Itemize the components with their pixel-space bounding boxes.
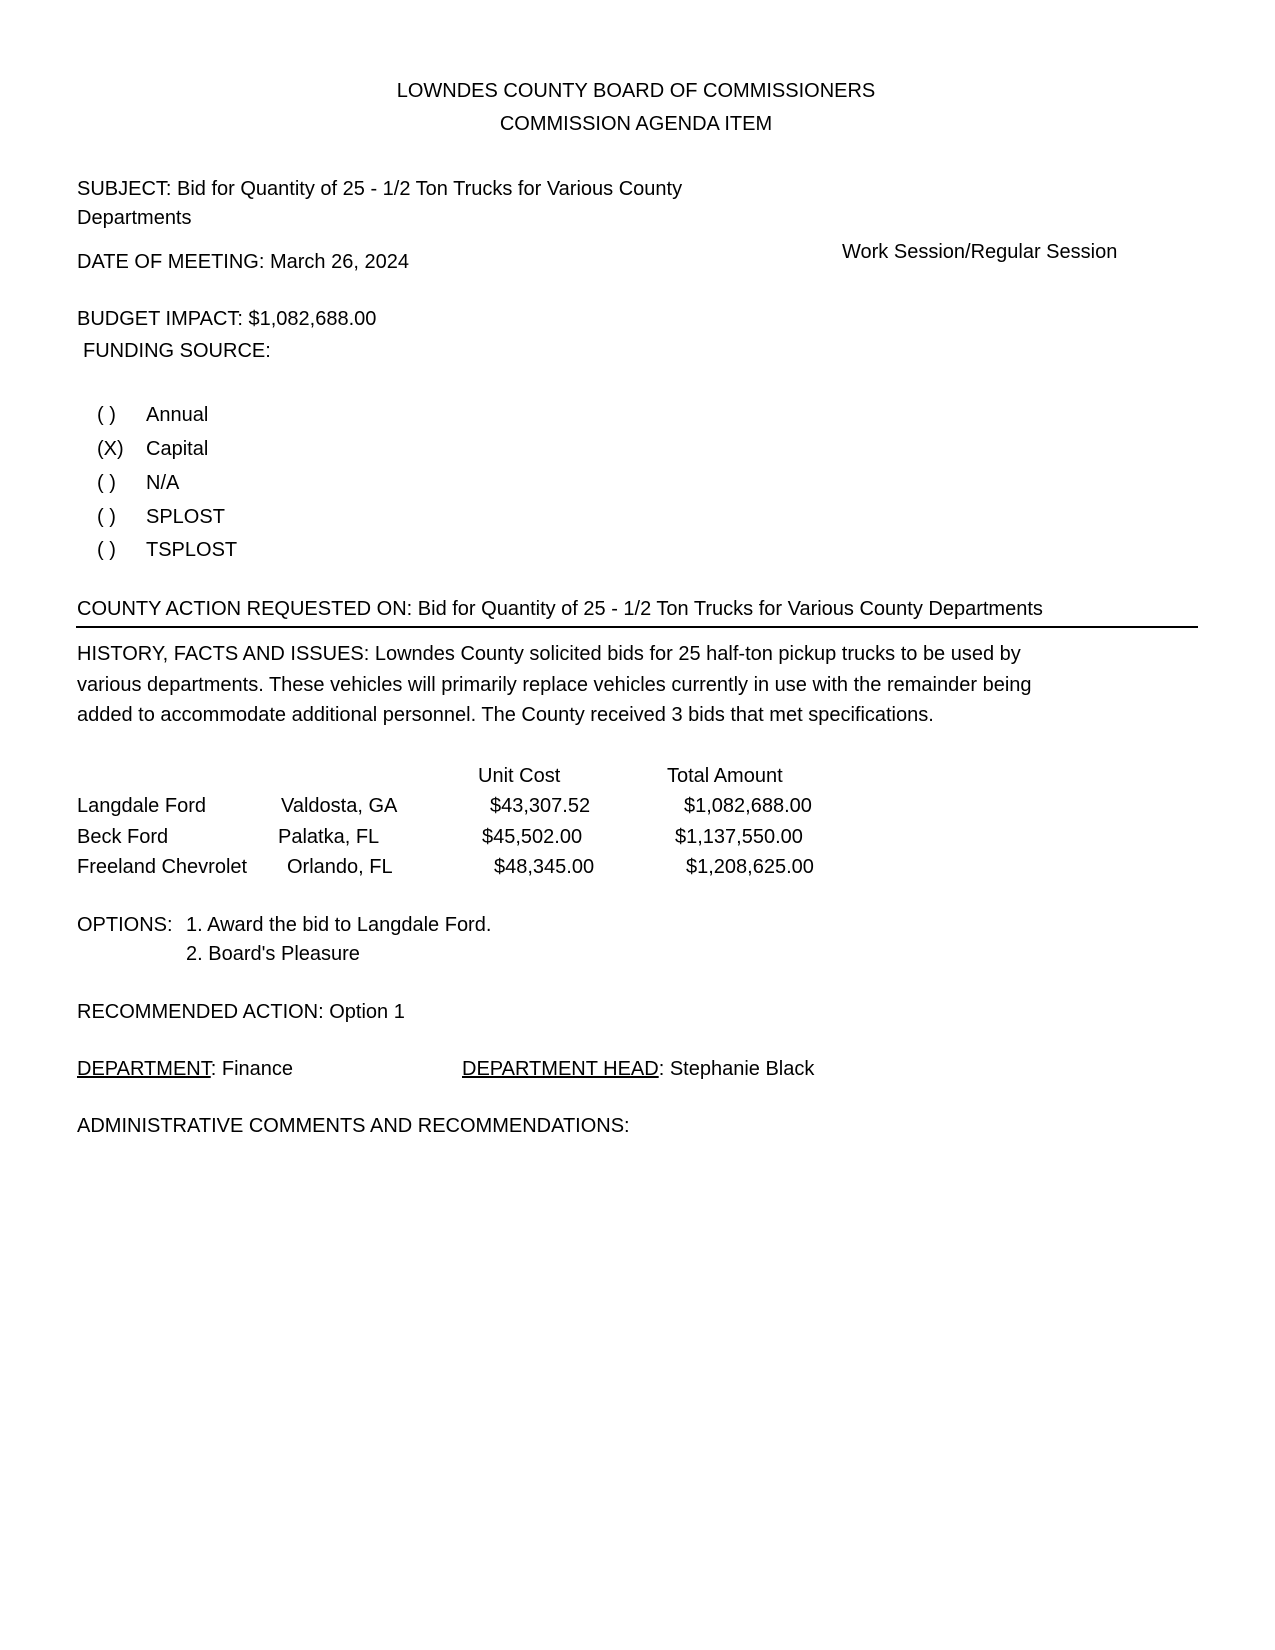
funding-label-splost: SPLOST bbox=[146, 506, 225, 528]
department-value: : Finance bbox=[210, 1058, 293, 1080]
history-line: various departments. These vehicles will primarily replace vehicles currently in use with the remainder being bbox=[77, 674, 1032, 696]
county-action-requested: COUNTY ACTION REQUESTED ON: Bid for Quantity of 25 - 1/2 Ton Trucks for Various County Departments bbox=[77, 598, 1043, 620]
header-unit-cost: Unit Cost bbox=[478, 765, 561, 787]
subject-line1: SUBJECT: Bid for Quantity of 25 - 1/2 Ton Trucks for Various County bbox=[77, 178, 683, 200]
bid-city: Valdosta, GA bbox=[281, 795, 398, 817]
header-title: LOWNDES COUNTY BOARD OF COMMISSIONERS bbox=[396, 80, 876, 102]
funding-label-capital: Capital bbox=[146, 438, 209, 460]
department-head-value: : Stephanie Black bbox=[658, 1058, 815, 1080]
funding-mark-capital: (X) bbox=[97, 438, 124, 460]
department-label: DEPARTMENT bbox=[77, 1058, 211, 1080]
subject-line2: Departments bbox=[77, 207, 192, 229]
bid-unit-cost: $45,502.00 bbox=[482, 826, 583, 848]
funding-mark-na: ( ) bbox=[97, 472, 116, 494]
bid-city: Orlando, FL bbox=[287, 856, 393, 878]
administrative-comments: ADMINISTRATIVE COMMENTS AND RECOMMENDATIONS: bbox=[77, 1115, 630, 1137]
recommended-action: RECOMMENDED ACTION: Option 1 bbox=[77, 1001, 405, 1023]
department-head bbox=[462, 1057, 814, 1081]
bid-total: $1,137,550.00 bbox=[675, 826, 803, 848]
bid-unit-cost: $48,345.00 bbox=[494, 856, 595, 878]
bid-vendor: Beck Ford bbox=[77, 826, 169, 848]
funding-mark-splost: ( ) bbox=[97, 506, 116, 528]
budget-impact: BUDGET IMPACT: $1,082,688.00 bbox=[77, 308, 377, 330]
bid-unit-cost: $43,307.52 bbox=[490, 795, 591, 817]
bid-total: $1,208,625.00 bbox=[686, 856, 814, 878]
date-of-meeting: DATE OF MEETING: March 26, 2024 bbox=[77, 251, 409, 273]
history-line: HISTORY, FACTS AND ISSUES: Lowndes County solicited bids for 25 half-ton pickup trucks to be used by bbox=[77, 643, 1021, 665]
bid-total: $1,082,688.00 bbox=[684, 795, 812, 817]
funding-label-annual: Annual bbox=[146, 404, 209, 426]
bid-vendor: Freeland Chevrolet bbox=[77, 856, 248, 878]
funding-label-na: N/A bbox=[146, 472, 180, 494]
session-type: Work Session/Regular Session bbox=[842, 241, 1118, 263]
funding-label-tsplost: TSPLOST bbox=[146, 539, 238, 561]
bid-city: Palatka, FL bbox=[278, 826, 380, 848]
section-divider bbox=[76, 626, 1198, 628]
funding-mark-tsplost: ( ) bbox=[97, 539, 116, 561]
options-label: OPTIONS: bbox=[77, 914, 173, 936]
header-subtitle: COMMISSION AGENDA ITEM bbox=[499, 113, 773, 135]
department-head-label: DEPARTMENT HEAD bbox=[462, 1058, 659, 1080]
funding-mark-annual: ( ) bbox=[97, 404, 116, 426]
option-item: 2. Board's Pleasure bbox=[186, 943, 360, 965]
bid-vendor: Langdale Ford bbox=[77, 795, 206, 817]
header-total-amount: Total Amount bbox=[667, 765, 783, 787]
history-line: added to accommodate additional personnel. The County received 3 bids that met specifications. bbox=[77, 704, 934, 726]
option-item: 1. Award the bid to Langdale Ford. bbox=[186, 914, 492, 936]
department bbox=[77, 1057, 293, 1081]
funding-source-label: FUNDING SOURCE: bbox=[83, 340, 271, 362]
